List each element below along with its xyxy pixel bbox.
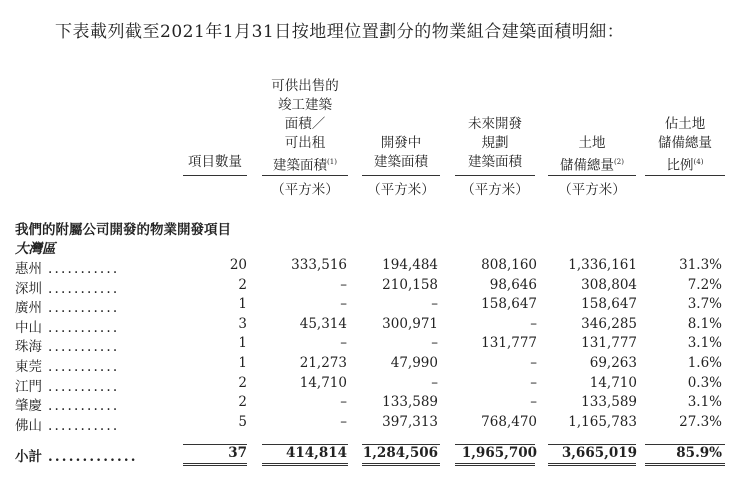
header-line: 佔土地 (664, 116, 706, 132)
city-name: 珠海 (15, 339, 42, 356)
header-underline (183, 175, 247, 176)
header-line: 儲備總量$^{(2)}$ (560, 157, 624, 174)
under-dev-gfa: 210,158 (382, 276, 438, 293)
leader-dots: ........... (48, 300, 120, 317)
header-line: 建築面積 (468, 154, 522, 170)
leader-dots: ........... (48, 378, 120, 395)
unit-under-development: （平方米） (367, 182, 435, 198)
completed-gfa: – (340, 394, 347, 411)
project-count: 2 (238, 276, 247, 293)
land-reserve-pct: 27.3% (679, 413, 722, 430)
subtotal-double-rule (645, 463, 725, 466)
subtotal-under-dev: 1,284,506 (362, 445, 438, 461)
header-land-reserve-percentage (645, 115, 725, 176)
subtotal-total-land: 3,665,019 (561, 445, 637, 461)
project-count: 1 (238, 355, 247, 371)
header-line: 規劃 (481, 135, 509, 151)
city-name: 深圳 (15, 280, 42, 297)
header-line: 土地 (578, 135, 606, 151)
under-dev-gfa: 194,484 (382, 257, 438, 273)
future-gfa: 98,646 (489, 276, 537, 293)
future-gfa: – (530, 374, 537, 391)
header-underline (548, 175, 636, 176)
total-land-reserve: 1,336,161 (568, 257, 637, 273)
city-name: 中山 (15, 319, 42, 336)
header-line: 儲備總量 (658, 135, 712, 151)
subtotal-double-rule (183, 463, 247, 466)
total-land-reserve: 1,165,783 (568, 413, 637, 430)
table-row (0, 335, 740, 354)
unit-total-land: （平方米） (558, 182, 626, 198)
subtotal-future: 1,965,700 (461, 445, 537, 461)
project-count: 2 (238, 394, 247, 411)
table-row (0, 257, 740, 276)
under-dev-gfa: 47,990 (390, 355, 438, 371)
table-row (0, 277, 740, 296)
under-dev-gfa: 300,971 (382, 315, 438, 332)
table-row (0, 394, 740, 413)
land-reserve-pct: 0.3% (687, 374, 722, 391)
leader-dots: ........... (48, 339, 120, 356)
header-line: 開發中 (380, 135, 422, 151)
header-future-development-gfa (455, 115, 535, 172)
completed-gfa: – (340, 276, 347, 293)
under-dev-gfa: – (431, 335, 438, 352)
total-land-reserve: 133,589 (581, 394, 637, 411)
leader-dots: ........... (48, 359, 120, 375)
total-land-reserve: 131,777 (581, 335, 637, 352)
under-dev-gfa: – (431, 374, 438, 391)
city-name: 佛山 (15, 417, 42, 434)
land-reserve-pct: 3.7% (687, 296, 722, 313)
header-line: 建築面積 (374, 154, 428, 170)
completed-gfa: – (340, 413, 347, 430)
table-row (0, 316, 740, 335)
under-dev-gfa: 133,589 (382, 394, 438, 411)
project-count: 1 (238, 335, 247, 352)
leader-dots: ............. (48, 449, 138, 465)
total-land-reserve: 346,285 (581, 315, 637, 332)
subtotal-double-rule (548, 463, 636, 466)
table-row (0, 414, 740, 433)
completed-gfa: – (340, 296, 347, 313)
header-line: 建築面積$^{(1)}$ (273, 157, 337, 174)
subtotal-double-rule (455, 463, 535, 466)
leader-dots: ........... (48, 280, 120, 297)
completed-gfa: 45,314 (299, 315, 347, 332)
total-land-reserve: 308,804 (581, 276, 637, 293)
total-land-reserve: 158,647 (581, 296, 637, 313)
land-reserve-pct: 3.1% (687, 335, 722, 352)
table-row (0, 375, 740, 394)
completed-gfa: 333,516 (291, 257, 347, 273)
total-land-reserve: 69,263 (589, 355, 637, 371)
future-gfa: 808,160 (481, 257, 537, 273)
table-row (0, 296, 740, 315)
city-name: 惠州 (15, 261, 42, 277)
header-line: 可供出售的 (271, 78, 339, 94)
subtotal-count: 37 (228, 445, 247, 461)
header-underline (645, 175, 725, 176)
leader-dots: ........... (48, 319, 120, 336)
project-count: 1 (238, 296, 247, 313)
completed-gfa: 21,273 (299, 355, 347, 371)
city-name: 肇慶 (15, 398, 42, 415)
completed-gfa: 14,710 (299, 374, 347, 391)
header-under-development-gfa (362, 134, 440, 172)
project-count: 20 (229, 257, 247, 273)
header-project-count (183, 153, 247, 172)
subtotal-label: 小計 (15, 449, 42, 465)
header-line: 未來開發 (468, 116, 522, 132)
header-line: 面積／ (284, 116, 326, 132)
intro-text: 下表載列截至2021年1月31日按地理位置劃分的物業組合建築面積明細： (55, 22, 625, 42)
section-title: 我們的附屬公司開發的物業開發項目 (15, 222, 231, 238)
project-count: 2 (238, 374, 247, 391)
under-dev-gfa: 397,313 (382, 413, 438, 430)
future-gfa: 158,647 (481, 296, 537, 313)
header-completed-gfa (262, 77, 348, 176)
unit-completed: （平方米） (271, 182, 339, 198)
future-gfa: – (530, 315, 537, 332)
future-gfa: 768,470 (481, 413, 537, 430)
subtotal-completed: 414,814 (285, 445, 347, 461)
leader-dots: ........... (48, 261, 120, 277)
land-reserve-pct: 8.1% (687, 315, 722, 332)
header-underline (362, 175, 440, 176)
city-name: 廣州 (15, 300, 42, 317)
header-underline (455, 175, 535, 176)
completed-gfa: – (340, 335, 347, 352)
subtotal-pct: 85.9% (676, 445, 722, 461)
unit-future-development: （平方米） (461, 182, 529, 198)
city-name: 江門 (15, 378, 42, 395)
leader-dots: ........... (48, 417, 120, 434)
under-dev-gfa: – (431, 296, 438, 313)
land-reserve-pct: 1.6% (687, 355, 722, 371)
subtotal-double-rule (262, 463, 348, 466)
header-line: 竣工建築 (278, 97, 332, 113)
footnote-marker: (1) (327, 158, 337, 166)
footnote-marker: (2) (614, 158, 624, 166)
leader-dots: ........... (48, 398, 120, 415)
total-land-reserve: 14,710 (589, 374, 637, 391)
header-line: 可出租 (284, 135, 326, 151)
header-total-land-reserve (548, 134, 636, 176)
land-reserve-pct: 3.1% (687, 394, 722, 411)
project-count: 3 (238, 315, 247, 332)
footnote-marker: (4) (693, 158, 704, 166)
subtotal-row (0, 445, 740, 464)
project-count: 5 (238, 413, 247, 430)
header-underline (262, 175, 348, 176)
city-name: 東莞 (15, 359, 42, 375)
land-reserve-pct: 31.3% (679, 257, 722, 273)
table-row (0, 355, 740, 374)
land-reserve-pct: 7.2% (687, 276, 722, 293)
future-gfa: – (530, 394, 537, 411)
header-line: 項目數量 (188, 154, 242, 170)
region-title: 大灣區 (15, 241, 56, 257)
header-line: 比例$^{(4)}$ (666, 157, 704, 174)
future-gfa: – (530, 355, 537, 371)
future-gfa: 131,777 (481, 335, 537, 352)
subtotal-double-rule (362, 463, 440, 466)
